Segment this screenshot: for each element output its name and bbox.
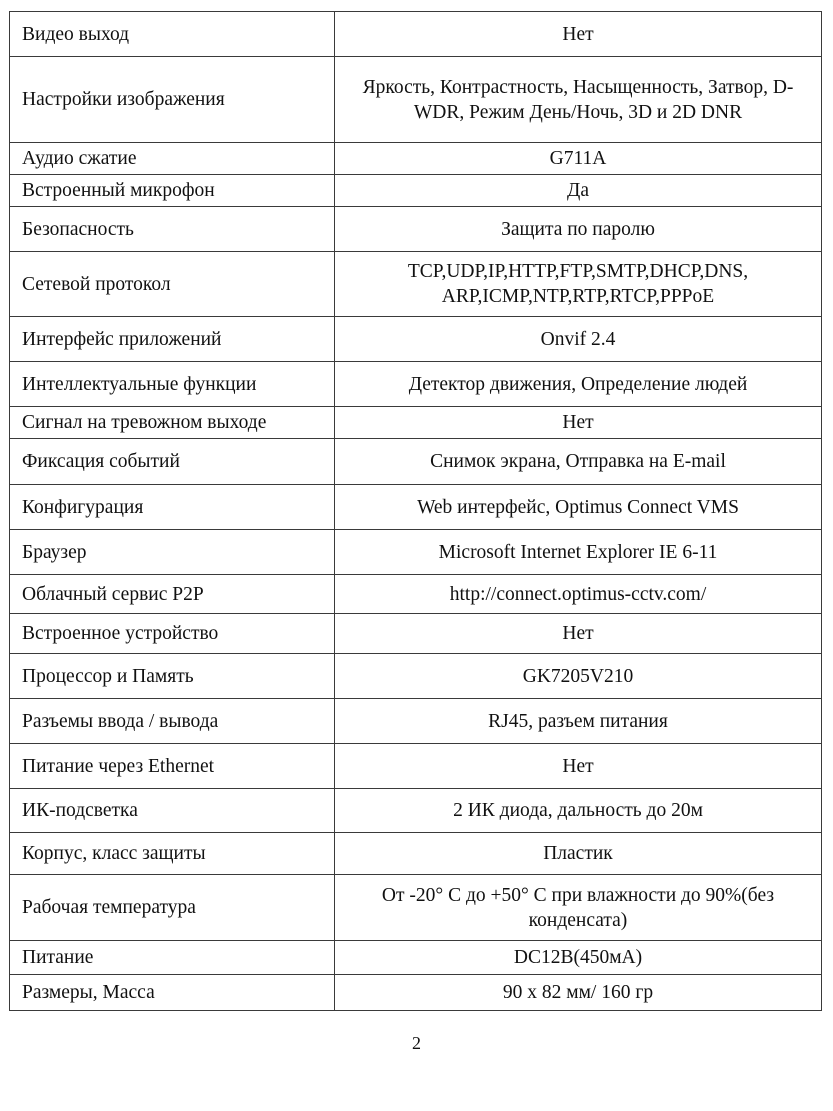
- row-label: Разъемы ввода / вывода: [10, 699, 335, 744]
- table-row: [10, 875, 822, 941]
- row-label: Сигнал на тревожном выходе: [10, 407, 335, 439]
- table-row: [10, 439, 822, 485]
- row-label: Встроенный микрофон: [10, 175, 335, 207]
- row-value: G711A: [335, 143, 822, 175]
- table-row: [10, 575, 822, 614]
- row-label: Настройки изображения: [10, 57, 335, 143]
- table-row: [10, 941, 822, 975]
- row-value: TCP,UDP,IP,HTTP,FTP,SMTP,DHCP,DNS, ARP,ICMP,NTP,RTP,RTCP,PPPoE: [335, 252, 822, 317]
- row-label: Размеры, Масса: [10, 975, 335, 1011]
- row-value: Microsoft Internet Explorer IE 6-11: [335, 530, 822, 575]
- table-row: [10, 207, 822, 252]
- row-value: Нет: [335, 744, 822, 789]
- row-label: Интеллектуальные функции: [10, 362, 335, 407]
- row-value: RJ45, разъем питания: [335, 699, 822, 744]
- table-row: [10, 362, 822, 407]
- row-value: Onvif 2.4: [335, 317, 822, 362]
- row-label: Корпус, класс защиты: [10, 833, 335, 875]
- row-value: Яркость, Контрастность, Насыщенность, Затвор, D-WDR, Режим День/Ночь, 3D и 2D DNR: [335, 57, 822, 143]
- row-label: Сетевой протокол: [10, 252, 335, 317]
- table-row: [10, 317, 822, 362]
- table-row: [10, 654, 822, 699]
- row-label: Фиксация событий: [10, 439, 335, 485]
- spec-table: [9, 11, 822, 1011]
- table-row: [10, 789, 822, 833]
- row-label: ИК-подсветка: [10, 789, 335, 833]
- row-label: Интерфейс приложений: [10, 317, 335, 362]
- row-value: http://connect.optimus-cctv.com/: [335, 575, 822, 614]
- row-value: GK7205V210: [335, 654, 822, 699]
- row-label: Видео выход: [10, 12, 335, 57]
- row-label: Безопасность: [10, 207, 335, 252]
- row-value: От -20° С до +50° С при влажности до 90%(без конденсата): [335, 875, 822, 941]
- row-label: Рабочая температура: [10, 875, 335, 941]
- row-label: Питание через Ethernet: [10, 744, 335, 789]
- page-number: 2: [412, 1033, 421, 1053]
- row-label: Браузер: [10, 530, 335, 575]
- table-row: [10, 143, 822, 175]
- table-row: [10, 975, 822, 1011]
- table-row: [10, 614, 822, 654]
- row-value: Снимок экрана, Отправка на E-mail: [335, 439, 822, 485]
- table-row: [10, 57, 822, 143]
- row-label: Облачный сервис P2P: [10, 575, 335, 614]
- table-row: [10, 699, 822, 744]
- row-value: Детектор движения, Определение людей: [335, 362, 822, 407]
- table-row: [10, 407, 822, 439]
- row-value: Нет: [335, 407, 822, 439]
- row-label: Встроенное устройство: [10, 614, 335, 654]
- row-label: Процессор и Память: [10, 654, 335, 699]
- table-row: [10, 530, 822, 575]
- row-value: 2 ИК диода, дальность до 20м: [335, 789, 822, 833]
- table-row: [10, 833, 822, 875]
- row-label: Аудио сжатие: [10, 143, 335, 175]
- table-row: [10, 175, 822, 207]
- table-row: [10, 12, 822, 57]
- table-row: [10, 744, 822, 789]
- table-row: [10, 252, 822, 317]
- row-value: Нет: [335, 614, 822, 654]
- row-value: 90 х 82 мм/ 160 гр: [335, 975, 822, 1011]
- table-row: [10, 485, 822, 530]
- row-value: Защита по паролю: [335, 207, 822, 252]
- row-value: Нет: [335, 12, 822, 57]
- row-value: Да: [335, 175, 822, 207]
- row-value: Пластик: [335, 833, 822, 875]
- row-label: Питание: [10, 941, 335, 975]
- row-value: DC12В(450мА): [335, 941, 822, 975]
- row-value: Web интерфейс, Optimus Connect VMS: [335, 485, 822, 530]
- row-label: Конфигурация: [10, 485, 335, 530]
